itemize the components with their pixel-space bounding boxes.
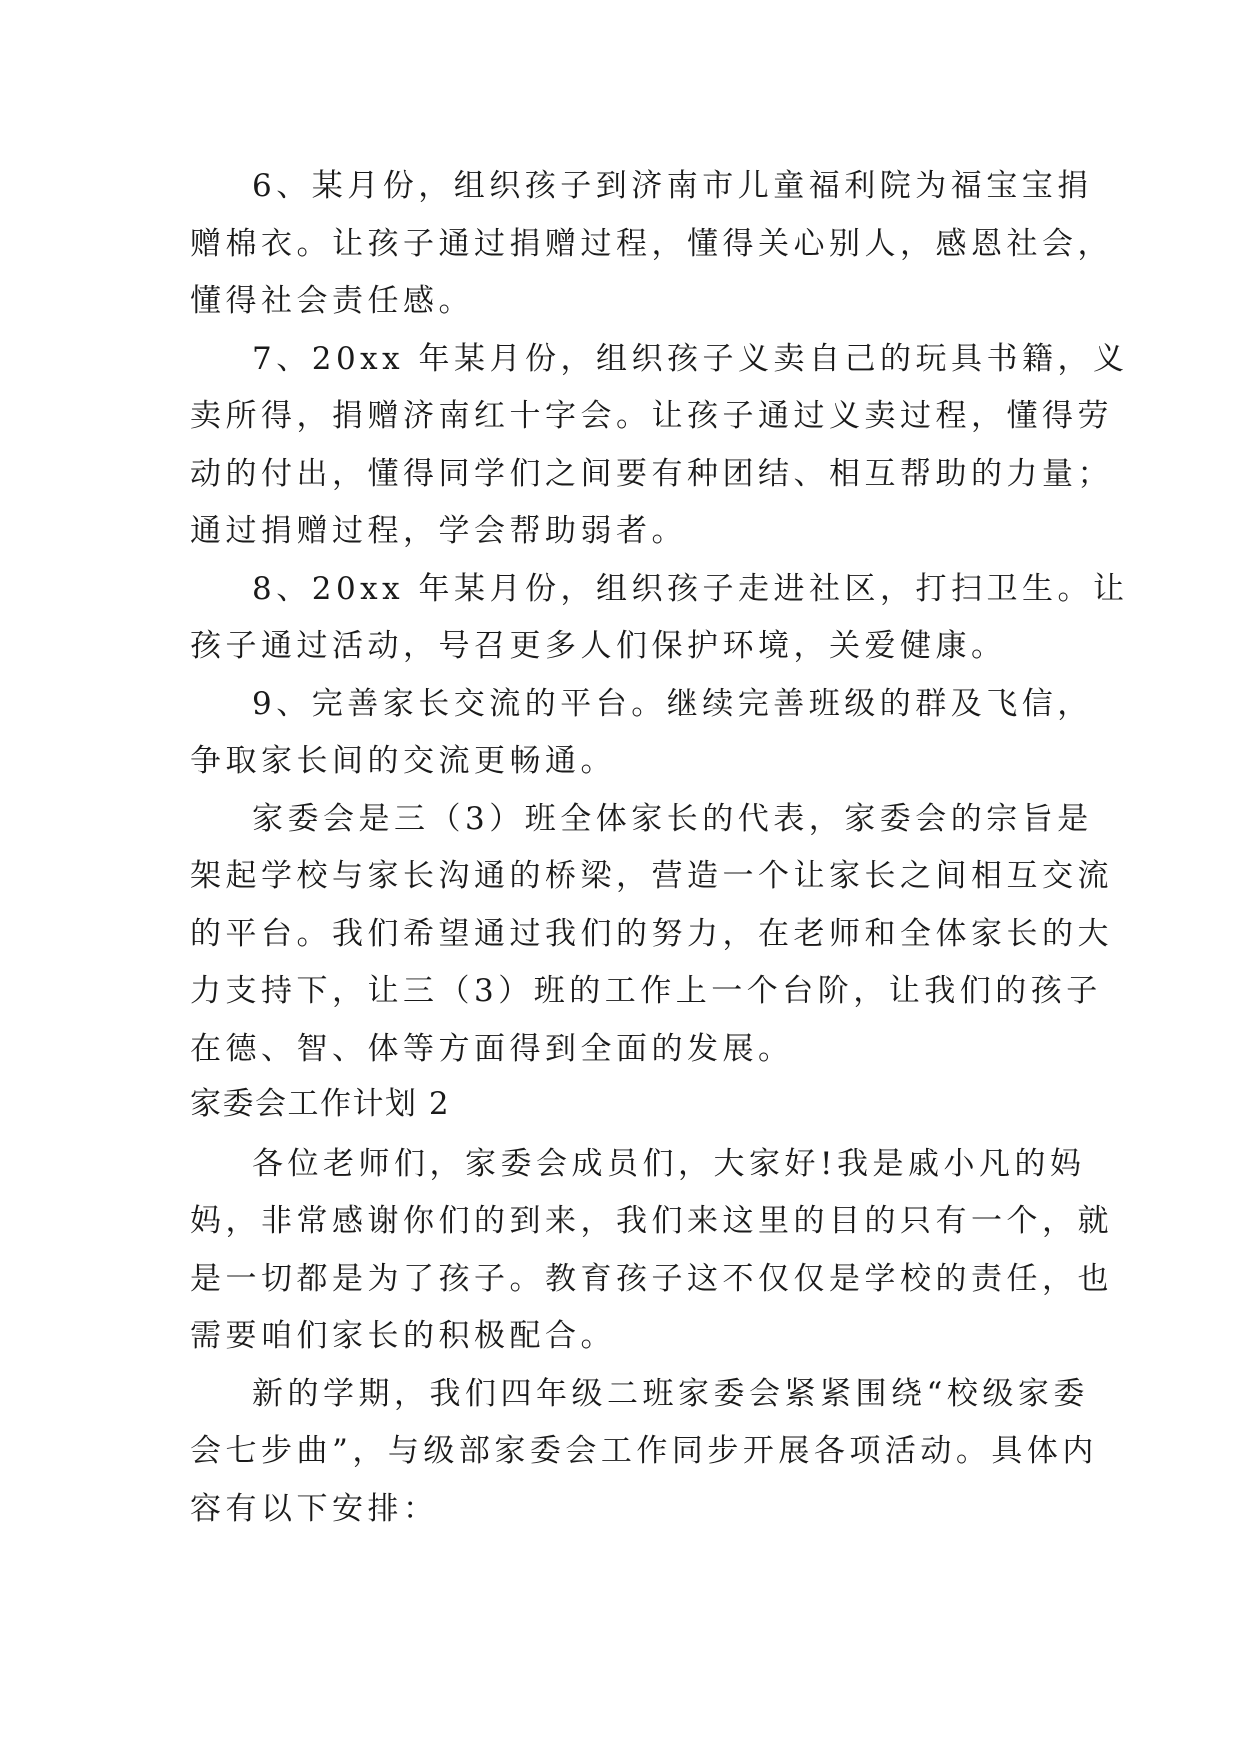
summary-paragraph-line-4: 力支持下，让三（3）班的工作上一个台阶，让我们的孩子 [190, 973, 1102, 1009]
paragraph-8-line-2: 孩子通过活动，号召更多人们保护环境，关爱健康。 [190, 628, 1007, 664]
greeting-paragraph-line-4: 需要咱们家长的积极配合。 [190, 1318, 616, 1354]
paragraph-6-line-2: 赠棉衣。让孩子通过捐赠过程，懂得关心别人，感恩社会， [190, 226, 1113, 262]
paragraph-9-line-2: 争取家长间的交流更畅通。 [190, 743, 616, 779]
greeting-paragraph-line-2: 妈，非常感谢你们的到来，我们来这里的目的只有一个，就 [190, 1203, 1113, 1239]
paragraph-7-line-1: 7、20xx 年某月份，组织孩子义卖自己的玩具书籍，义 [252, 341, 1129, 377]
semester-paragraph-line-2: 会七步曲”，与级部家委会工作同步开展各项活动。具体内 [190, 1433, 1098, 1469]
semester-paragraph-line-3: 容有以下安排： [190, 1491, 439, 1527]
greeting-paragraph-line-1: 各位老师们，家委会成员们，大家好!我是戚小凡的妈 [252, 1146, 1086, 1182]
paragraph-6-line-1: 6、某月份，组织孩子到济南市儿童福利院为福宝宝捐 [252, 168, 1093, 204]
summary-paragraph-line-1: 家委会是三（3）班全体家长的代表，家委会的宗旨是 [252, 801, 1093, 837]
paragraph-7-line-2: 卖所得，捐赠济南红十字会。让孩子通过义卖过程，懂得劳 [190, 398, 1113, 434]
summary-paragraph-line-5: 在德、智、体等方面得到全面的发展。 [190, 1031, 794, 1067]
greeting-paragraph-line-3: 是一切都是为了孩子。教育孩子这不仅仅是学校的责任，也 [190, 1261, 1113, 1297]
paragraph-9-line-1: 9、完善家长交流的平台。继续完善班级的群及飞信， [252, 686, 1093, 722]
summary-paragraph-line-3: 的平台。我们希望通过我们的努力，在老师和全体家长的大 [190, 916, 1113, 952]
paragraph-6-line-3: 懂得社会责任感。 [190, 283, 474, 319]
section-heading: 家委会工作计划 2 [190, 1086, 451, 1122]
paragraph-7-line-3: 动的付出，懂得同学们之间要有种团结、相互帮助的力量； [190, 456, 1113, 492]
semester-paragraph-line-1: 新的学期，我们四年级二班家委会紧紧围绕“校级家委 [252, 1376, 1089, 1412]
paragraph-7-line-4: 通过捐赠过程，学会帮助弱者。 [190, 513, 687, 549]
paragraph-8-line-1: 8、20xx 年某月份，组织孩子走进社区，打扫卫生。让 [252, 571, 1129, 607]
summary-paragraph-line-2: 架起学校与家长沟通的桥梁，营造一个让家长之间相互交流 [190, 858, 1113, 894]
